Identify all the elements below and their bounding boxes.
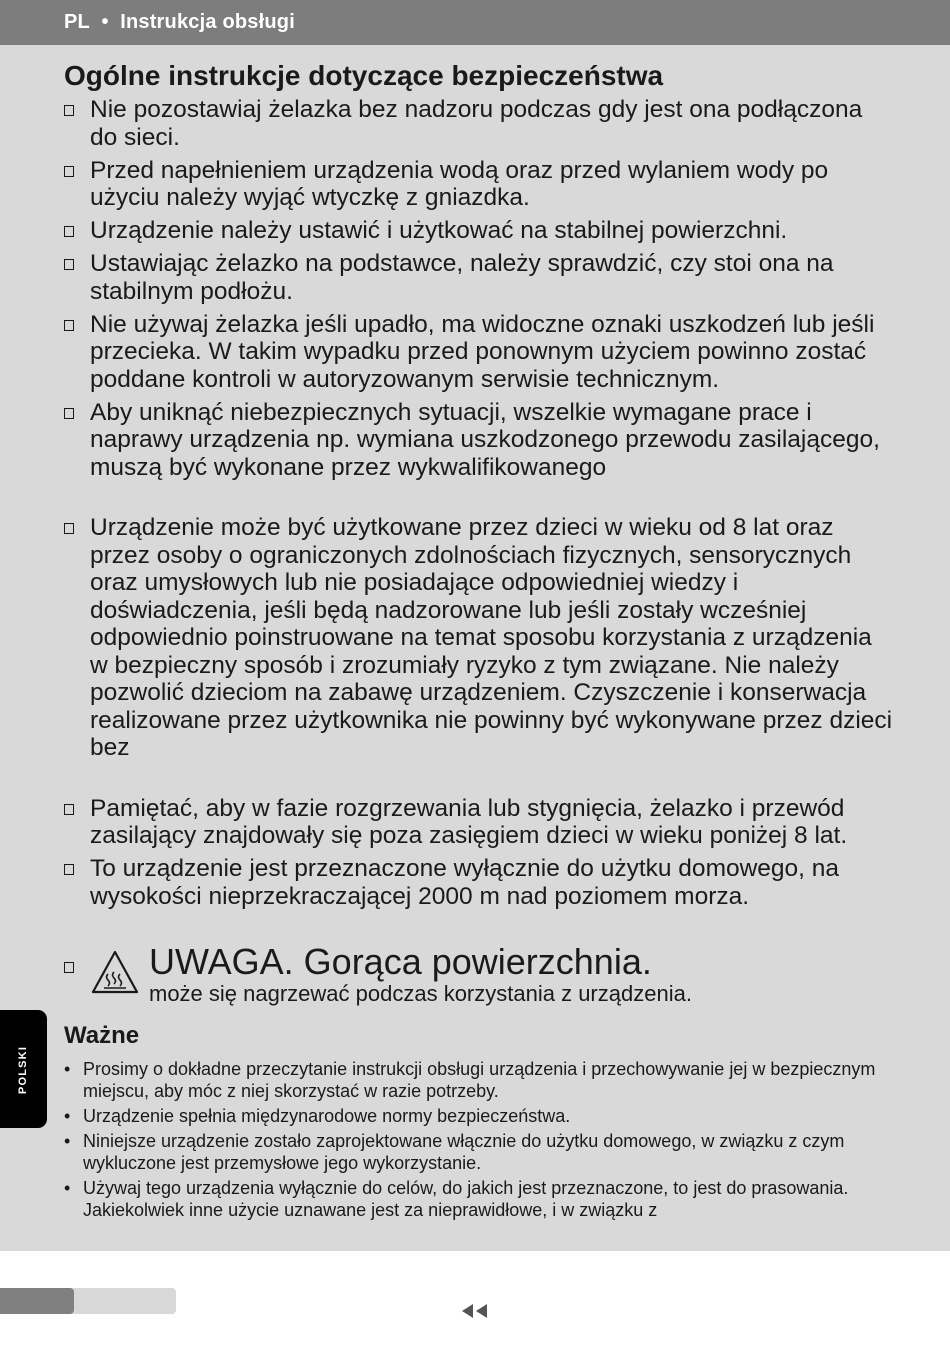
checkbox-bullet-icon <box>64 864 74 875</box>
double-left-arrow-icon[interactable] <box>461 1303 489 1319</box>
list-item: Przed napełnieniem urządzenia wodą oraz przed wylaniem wody po użyciu należy wyjąć wtyczkę z gniazdka. <box>64 157 894 212</box>
important-list <box>64 1058 884 1224</box>
list-item: To urządzenie jest przeznaczone wyłącznie do użytku domowego, na wysokości nieprzekraczającej 2000 m nad poziomem morza. <box>64 855 894 910</box>
checkbox-bullet-icon <box>64 523 74 534</box>
list-item: • Używaj tego urządzenia wyłącznie do celów, do jakich jest przeznaczone, to jest do prasowania. Jakiekolwiek inne użycie uznawane jest za nieprawidłowe, i w związku z <box>64 1177 884 1221</box>
checkbox-bullet-icon <box>64 166 74 177</box>
header-doc-title: Instrukcja obsługi <box>120 11 295 33</box>
header-separator: • <box>101 11 109 33</box>
checkbox-bullet-icon <box>64 804 74 815</box>
list-item: Aby uniknąć niebezpiecznych sytuacji, wszelkie wymagane prace i naprawy urządzenia np. wymiana uszkodzonego przewodu zasilającego, muszą być wykonane przez wykwalifikowanego <box>64 399 894 482</box>
warning-title: UWAGA. Gorąca powierzchnia. <box>149 941 652 982</box>
checkbox-bullet-icon <box>64 962 74 973</box>
hot-surface-warning <box>64 941 924 1006</box>
checkbox-bullet-icon <box>64 408 74 419</box>
page-header <box>0 0 950 45</box>
hot-surface-warning-icon <box>90 949 140 995</box>
checkbox-bullet-icon <box>64 259 74 270</box>
list-item: Nie używaj żelazka jeśli upadło, ma widoczne oznaki uszkodzeń lub jeśli przecieka. W takim wypadku przed ponownym użyciem powinno zostać poddane kontroli w autoryzowanym serwisie technicznym. <box>64 311 894 394</box>
list-item: • Niniejsze urządzenie zostało zaprojektowane włącznie do użytku domowego, w związku z czym wykluczone jest przemysłowe jego wykorzystanie. <box>64 1130 884 1174</box>
list-item: Pamiętać, aby w fazie rozgrzewania lub stygnięcia, żelazko i przewód zasilający znajdowały się poza zasięgiem dzieci w wieku poniżej 8 lat. <box>64 795 894 850</box>
header-lang: PL <box>64 11 90 33</box>
language-side-tab-label: POLSKI <box>17 1045 29 1095</box>
important-heading: Ważne <box>64 1022 140 1049</box>
safety-list <box>64 96 894 916</box>
list-item: • Urządzenie spełnia międzynarodowe normy bezpieczeństwa. <box>64 1105 884 1127</box>
header-title <box>64 11 295 34</box>
checkbox-bullet-icon <box>64 105 74 116</box>
progress-fill <box>0 1288 74 1314</box>
section-title: Ogólne instrukcje dotyczące bezpieczeństwa <box>64 60 664 91</box>
list-item: Urządzenie należy ustawić i użytkować na stabilnej powierzchni. <box>64 217 894 245</box>
reading-progress-bar <box>0 1288 176 1314</box>
checkbox-bullet-icon <box>64 320 74 331</box>
list-item: Urządzenie może być użytkowane przez dzieci w wieku od 8 lat oraz przez osoby o ograniczonych zdolnościach fizycznych, sensorycznych oraz umysłowych lub nie posiadające odpowiedniej wiedzy i doświadczenia, jeśli będą nadzorowane lub jeśli zostały wcześniej odpowiednio poinstruowane na temat sposobu korzystania z urządzenia w bezpieczny sposób i zrozumiały ryzyko z tym związane. Nie należy pozwolić dzieciom na zabawę urządzeniem. Czyszczenie i konserwacja realizowane przez użytkownika nie powinny być wykonywane przez dzieci bez <box>64 514 894 762</box>
checkbox-bullet-icon <box>64 226 74 237</box>
warning-subtitle: może się nagrzewać podczas korzystania z urządzenia. <box>149 981 692 1006</box>
list-item: Ustawiając żelazko na podstawce, należy sprawdzić, czy stoi ona na stabilnym podłożu. <box>64 250 894 305</box>
list-item: • Prosimy o dokładne przeczytanie instrukcji obsługi urządzenia i przechowywanie jej w bezpiecznym miejscu, aby móc z niej skorzystać w razie potrzeby. <box>64 1058 884 1102</box>
list-item: Nie pozostawiaj żelazka bez nadzoru podczas gdy jest ona podłączona do sieci. <box>64 96 894 151</box>
